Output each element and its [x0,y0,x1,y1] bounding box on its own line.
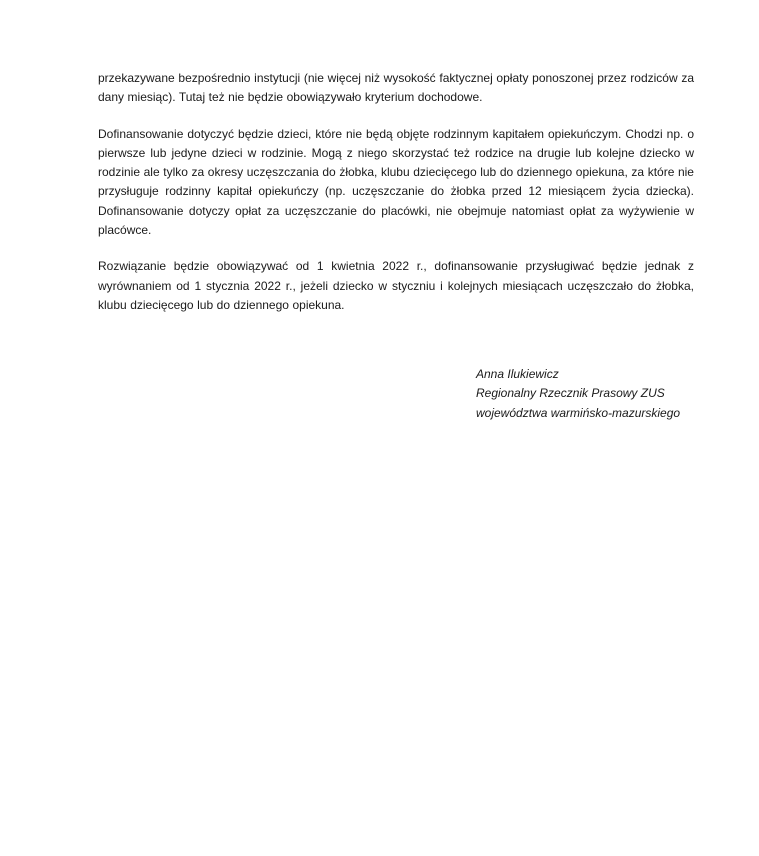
paragraph-eligibility: Dofinansowanie dotyczyć będzie dzieci, które nie będą objęte rodzinnym kapitałem opiekuńczym. Chodzi np. o pierwsze lub jedyne dzieci w rodzinie. Mogą z niego skorzystać też rodzice na drugie lub kolejne dziecko w rodzinie ale tylko za okresy uczęszczania do żłobka, klubu dziecięcego lub do dziennego opiekuna, za które nie przysługuje rodzinny kapitał opiekuńczy (np. uczęszczanie do żłobka przed 12 miesiącem życia dziecka). Dofinansowanie dotyczy opłat za uczęszczanie do placówki, nie obejmuje natomiast opłat za wyżywienie w placówce. [98,126,694,238]
signature-region: województwa warmińsko-mazurskiego [476,405,681,420]
signature-block [476,365,746,423]
paragraph-payment-to-institution: przekazywane bezpośrednio instytucji (nie więcej niż wysokość faktycznej opłaty ponoszonej przez rodziców za dany miesiąc). Tutaj też nie będzie obowiązywało kryterium dochodowe. [98,71,694,105]
document-body [98,69,694,332]
signature-name: Anna Ilukiewicz [476,367,559,381]
signature-title: Regionalny Rzecznik Prasowy ZUS [476,386,665,401]
paragraph-effective-date: Rozwiązanie będzie obowiązywać od 1 kwietnia 2022 r., dofinansowanie przysługiwać będzie jednak z wyrównaniem od 1 stycznia 2022 r., jeżeli dziecko w styczniu i kolejnych miesiącach uczęszczało do żłobka, klubu dziecięcego lub do dziennego opiekuna. [98,259,694,312]
